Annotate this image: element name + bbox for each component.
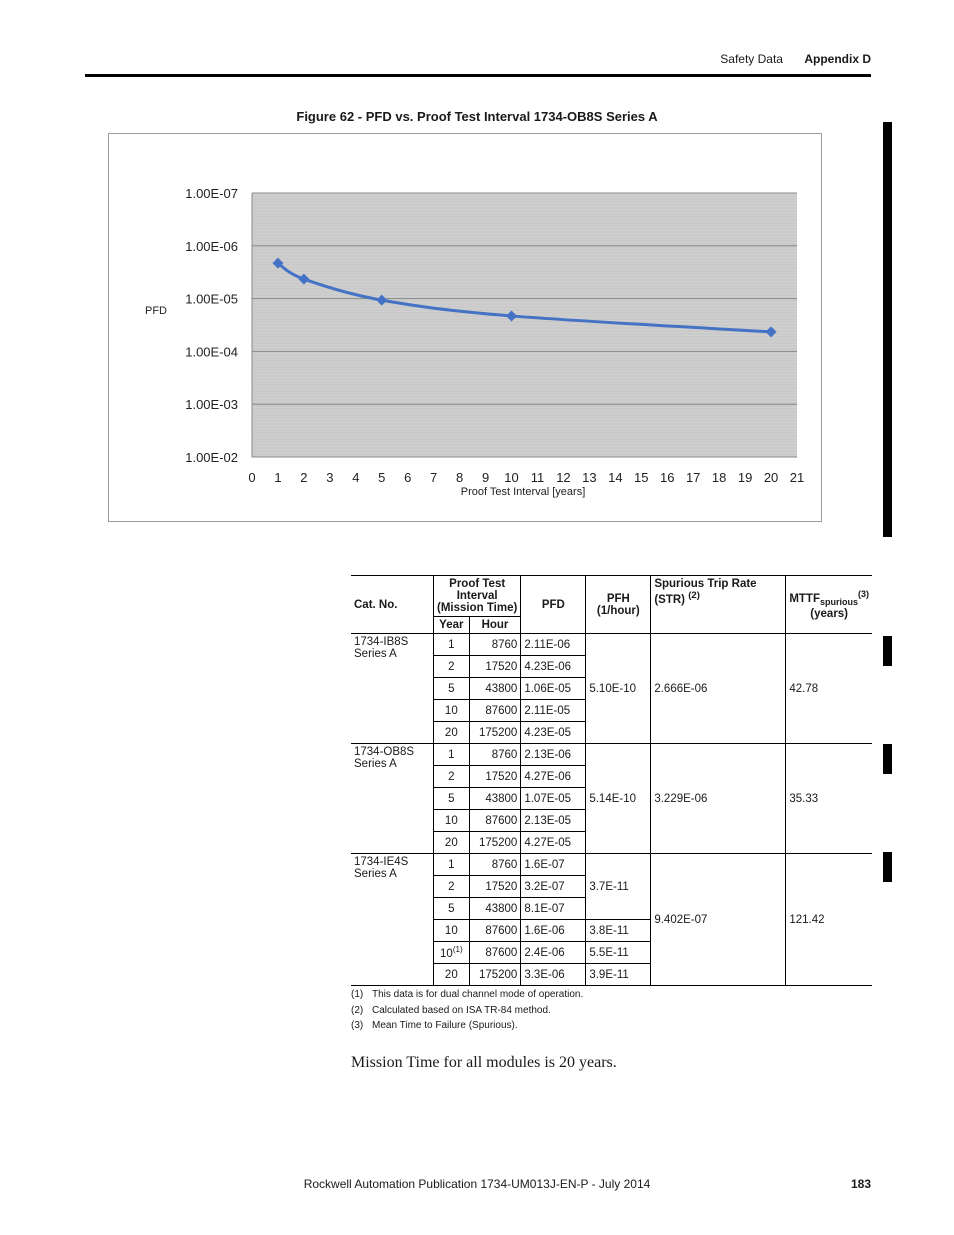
footnote-text: This data is for dual channel mode of operation. bbox=[372, 989, 584, 1000]
x-tick-labels bbox=[248, 470, 804, 485]
year-cell: 1 bbox=[434, 854, 470, 876]
pfd-cell: 8.1E-07 bbox=[521, 898, 586, 920]
hour-cell: 8760 bbox=[469, 634, 521, 656]
str-label: Spurious Trip Rate (STR) bbox=[654, 578, 757, 606]
mttf-unit: (years) bbox=[810, 607, 849, 620]
footnote-text: Mean Time to Failure (Spurious). bbox=[372, 1020, 518, 1031]
x-tick-label: 4 bbox=[352, 470, 360, 485]
pfh-cell: 5.10E-10 bbox=[586, 634, 651, 744]
x-tick-label: 2 bbox=[300, 470, 308, 485]
body-paragraph: Mission Time for all modules is 20 years. bbox=[351, 1054, 617, 1071]
footnote bbox=[351, 987, 583, 1003]
year-value: 10 bbox=[440, 947, 453, 960]
y-tick-labels bbox=[185, 186, 238, 465]
str-cell: 2.666E-06 bbox=[651, 634, 786, 744]
year-cell: 10 bbox=[434, 700, 470, 722]
footnote-number: (3) bbox=[351, 1020, 364, 1031]
y-tick-label: 1.00E-07 bbox=[185, 186, 238, 201]
x-tick-label: 13 bbox=[582, 470, 597, 485]
header-section: Safety Data bbox=[720, 52, 783, 66]
hour-cell: 87600 bbox=[469, 920, 521, 942]
header-appendix: Appendix D bbox=[804, 52, 871, 66]
pfd-cell: 2.11E-05 bbox=[521, 700, 586, 722]
safety-data-table bbox=[351, 575, 872, 986]
year-cell: 1 bbox=[434, 634, 470, 656]
pfd-cell: 1.06E-05 bbox=[521, 678, 586, 700]
y-axis-label: PFD bbox=[145, 305, 167, 317]
col-header-pfh bbox=[586, 576, 651, 634]
year-cell bbox=[434, 942, 470, 964]
x-tick-label: 9 bbox=[481, 470, 490, 485]
year-cell: 20 bbox=[434, 722, 470, 744]
mttf-cell: 35.33 bbox=[786, 744, 872, 854]
pfh-unit: (1/hour) bbox=[596, 604, 640, 617]
x-tick-label: 6 bbox=[404, 470, 412, 485]
hour-cell: 87600 bbox=[469, 700, 521, 722]
col-header-str bbox=[651, 576, 786, 634]
mttf-footnote-ref: (3) bbox=[858, 589, 869, 600]
edge-tab-bar bbox=[883, 852, 892, 882]
hour-cell: 8760 bbox=[469, 854, 521, 876]
x-tick-label: 0 bbox=[248, 470, 256, 485]
publication-info: Rockwell Automation Publication 1734-UM013J-EN-P - July 2014 bbox=[303, 1177, 651, 1191]
hour-cell: 175200 bbox=[469, 964, 521, 986]
cat-no: 1734-IB8S bbox=[354, 636, 409, 648]
year-cell: 20 bbox=[434, 964, 470, 986]
year-cell: 2 bbox=[434, 766, 470, 788]
x-tick-label: 3 bbox=[326, 470, 334, 485]
pfh-cell: 3.9E-11 bbox=[586, 964, 651, 986]
y-tick-label: 1.00E-04 bbox=[185, 344, 238, 360]
pfd-chart bbox=[109, 134, 821, 521]
cat-no-cell bbox=[351, 854, 434, 986]
x-axis-label: Proof Test Interval [years] bbox=[460, 486, 586, 498]
x-tick-label: 7 bbox=[430, 470, 438, 485]
edge-tab-bar bbox=[883, 744, 892, 774]
col-header-hour: Hour bbox=[469, 617, 521, 634]
x-tick-label: 10 bbox=[504, 470, 519, 485]
year-cell: 20 bbox=[434, 832, 470, 854]
year-cell: 5 bbox=[434, 788, 470, 810]
hour-cell: 8760 bbox=[469, 744, 521, 766]
pfd-cell: 3.2E-07 bbox=[521, 876, 586, 898]
table-row bbox=[351, 744, 872, 766]
hour-cell: 87600 bbox=[469, 810, 521, 832]
col-header-mttf bbox=[786, 576, 872, 634]
cat-no: 1734-IE4S bbox=[354, 856, 409, 868]
hour-cell: 175200 bbox=[469, 832, 521, 854]
x-tick-label: 5 bbox=[378, 470, 386, 485]
y-tick-label: 1.00E-06 bbox=[185, 238, 238, 254]
footnote-number: (2) bbox=[351, 1004, 364, 1016]
x-tick-label: 15 bbox=[634, 470, 649, 485]
x-tick-label: 20 bbox=[763, 470, 779, 485]
pfh-label: PFH bbox=[606, 592, 630, 605]
pfd-cell: 2.13E-06 bbox=[521, 744, 586, 766]
cat-no-cell bbox=[351, 634, 434, 744]
table-row bbox=[351, 854, 872, 876]
hour-cell: 43800 bbox=[469, 678, 521, 700]
x-tick-label: 12 bbox=[556, 470, 571, 485]
x-tick-label: 14 bbox=[608, 470, 623, 485]
page-number: 183 bbox=[850, 1177, 871, 1191]
col-header-year: Year bbox=[434, 617, 470, 634]
hour-cell: 43800 bbox=[469, 898, 521, 920]
col-header-cat-no: Cat. No. bbox=[351, 576, 434, 634]
year-cell: 10 bbox=[434, 920, 470, 942]
x-tick-label: 8 bbox=[456, 470, 464, 485]
edge-tab-bar bbox=[883, 636, 892, 666]
series-label: Series A bbox=[354, 648, 397, 660]
pfd-cell: 1.6E-06 bbox=[521, 920, 586, 942]
year-cell: 2 bbox=[434, 656, 470, 678]
hour-cell: 17520 bbox=[469, 656, 521, 678]
footnote-ref: (1) bbox=[452, 945, 463, 955]
x-tick-label: 16 bbox=[660, 470, 675, 485]
x-tick-label: 18 bbox=[711, 470, 727, 485]
hour-cell: 17520 bbox=[469, 876, 521, 898]
mttf-subscript: spurious bbox=[819, 597, 858, 608]
year-cell: 5 bbox=[434, 678, 470, 700]
x-tick-label: 17 bbox=[685, 470, 701, 485]
footnote-number: (1) bbox=[351, 989, 364, 1000]
x-tick-label: 19 bbox=[737, 470, 753, 485]
page-header bbox=[702, 52, 871, 66]
mttf-label: MTTF bbox=[789, 593, 820, 606]
pfd-cell: 4.23E-05 bbox=[521, 722, 586, 744]
pfd-cell: 1.07E-05 bbox=[521, 788, 586, 810]
x-tick-label: 11 bbox=[530, 470, 545, 485]
pfh-cell: 3.8E-11 bbox=[586, 920, 651, 942]
hour-cell: 175200 bbox=[469, 722, 521, 744]
pfd-cell: 2.11E-06 bbox=[521, 634, 586, 656]
pfd-cell: 4.23E-06 bbox=[521, 656, 586, 678]
x-tick-label: 1 bbox=[274, 470, 282, 485]
mttf-cell: 121.42 bbox=[786, 854, 872, 986]
pfd-cell: 2.4E-06 bbox=[521, 942, 586, 964]
y-tick-label: 1.00E-02 bbox=[185, 450, 238, 465]
header-rule bbox=[85, 74, 871, 77]
pfd-cell: 3.3E-06 bbox=[521, 964, 586, 986]
footnote bbox=[351, 1018, 583, 1034]
footnote-text: Calculated based on ISA TR-84 method. bbox=[372, 1004, 551, 1016]
str-cell: 9.402E-07 bbox=[651, 854, 786, 986]
pfh-cell: 5.5E-11 bbox=[586, 942, 651, 964]
edge-tab-bar bbox=[883, 122, 892, 537]
year-cell: 1 bbox=[434, 744, 470, 766]
series-label: Series A bbox=[354, 868, 397, 880]
year-cell: 5 bbox=[434, 898, 470, 920]
table-row bbox=[351, 634, 872, 656]
pfd-cell: 4.27E-06 bbox=[521, 766, 586, 788]
cat-no-cell bbox=[351, 744, 434, 854]
pfd-cell: 2.13E-05 bbox=[521, 810, 586, 832]
pfd-cell: 4.27E-05 bbox=[521, 832, 586, 854]
series-label: Series A bbox=[354, 758, 397, 770]
x-tick-label: 21 bbox=[789, 470, 805, 485]
pfh-cell: 3.7E-11 bbox=[586, 854, 651, 920]
y-tick-label: 1.00E-05 bbox=[185, 291, 238, 307]
year-cell: 10 bbox=[434, 810, 470, 832]
pfh-cell: 5.14E-10 bbox=[586, 744, 651, 854]
hour-cell: 17520 bbox=[469, 766, 521, 788]
col-header-proof-test: Proof Test Interval (Mission Time) bbox=[434, 576, 521, 617]
mttf-cell: 42.78 bbox=[786, 634, 872, 744]
hour-cell: 43800 bbox=[469, 788, 521, 810]
chart-frame bbox=[108, 133, 822, 522]
pfd-cell: 1.6E-07 bbox=[521, 854, 586, 876]
figure-title: Figure 62 - PFD vs. Proof Test Interval 1734-OB8S Series A bbox=[296, 109, 658, 124]
col-header-pfd: PFD bbox=[521, 576, 586, 634]
str-footnote-ref: (2) bbox=[688, 590, 700, 601]
year-cell: 2 bbox=[434, 876, 470, 898]
footnotes bbox=[351, 987, 583, 1034]
cat-no: 1734-OB8S bbox=[354, 746, 415, 758]
hour-cell: 87600 bbox=[469, 942, 521, 964]
str-cell: 3.229E-06 bbox=[651, 744, 786, 854]
footnote bbox=[351, 1003, 583, 1019]
y-tick-label: 1.00E-03 bbox=[185, 397, 238, 413]
